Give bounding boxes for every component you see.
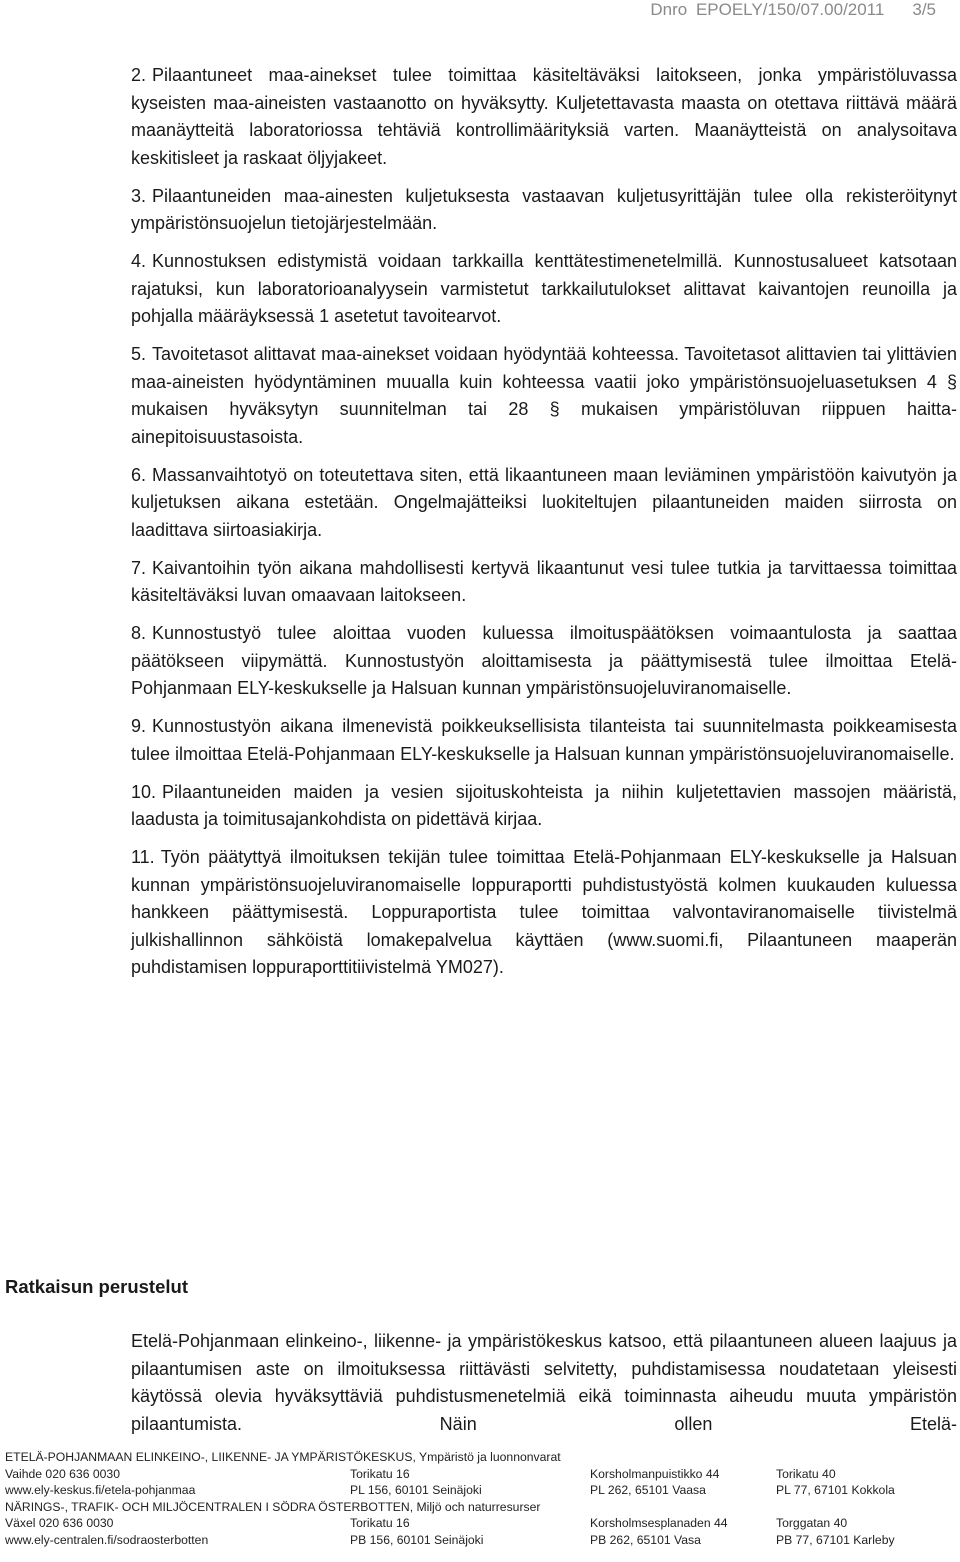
item-text: Pilaantuneiden maa-ainesten kuljetuksesta vastaavan kuljetusyrittäjän tulee olla rekisteröitynyt ympäristönsuojelun tietojärjestelmään. [131, 185, 957, 233]
list-item [131, 341, 957, 451]
item-text: Kunnostustyön aikana ilmenevistä poikkeuksellisista tilanteista tai suunnitelmasta poikkeamisesta tulee ilmoittaa Etelä-Pohjanmaan ELY-keskukselle ja Halsuan kunnan ympäristönsuojeluviranomaiselle. [131, 716, 957, 764]
postal-karleby: PB 77, 67101 Karleby [776, 1532, 895, 1547]
footer-org-sv [5, 1499, 955, 1516]
item-text: Pilaantuneiden maiden ja vesien sijoituskohteista ja niihin kuljetettavien massojen määristä, laadusta ja toimitusajankohdista on pidettävä kirjaa. [131, 781, 957, 829]
phone: Vaihde 020 636 0030 [5, 1466, 120, 1481]
diary-number: Dnro EPOELY/150/07.00/2011 [650, 0, 885, 19]
item-number: 9. [131, 716, 147, 736]
footer-org-fi [5, 1449, 955, 1466]
list-item [131, 779, 957, 834]
phone: Växel 020 636 0030 [5, 1516, 114, 1531]
postal-kokkola: PL 77, 67101 Kokkola [776, 1483, 895, 1498]
list-item [131, 248, 957, 331]
list-item [131, 844, 957, 982]
item-text: Tavoitetasot alittavat maa-ainekset voidaan hyödyntää kohteessa. Tavoitetasot alittavien tai ylittävien maa-aineisten hyödyntäminen muualla kuin kohteessa vaatii joko ympäristönsuojeluasetuksen 4 § mukaisen hyväksytyn suunnitelman tai 28 § mukaisen ympäristöluvan riippuen haitta-ainepitoisuustasoista. [131, 344, 957, 447]
footer-row [5, 1515, 955, 1532]
website-link[interactable]: www.ely-centralen.fi/sodraosterbotten [5, 1532, 209, 1547]
item-text: Kunnostustyö tulee aloittaa vuoden kuluessa ilmoituspäätöksen voimaantulosta ja saattaa päätökseen viipymättä. Kunnostustyön aloittamisesta ja päättymisestä tulee ilmoittaa Etelä-Pohjanmaan ELY-keskukselle ja Halsuan kunnan ympäristönsuojeluviranomaiselle. [131, 623, 957, 698]
address-seinajoki: Torikatu 16 [350, 1466, 410, 1481]
list-item [131, 555, 957, 610]
postal-vasa: PB 262, 65101 Vasa [590, 1532, 701, 1547]
item-number: 2. [131, 65, 147, 85]
address-vaasa: Korsholmanpuistikko 44 [590, 1466, 720, 1481]
item-number: 4. [131, 251, 147, 271]
list-item [131, 62, 957, 172]
address-kokkola: Torikatu 40 [776, 1466, 836, 1481]
footer-row [5, 1482, 955, 1499]
list-item [131, 713, 957, 768]
address-vasa: Korsholmsesplanaden 44 [590, 1516, 728, 1531]
org-name-fi: ETELÄ-POHJANMAAN ELINKEINO-, LIIKENNE- JA YMPÄRISTÖKESKUS, Ympäristö ja luonnonvarat [5, 1450, 561, 1464]
address-karleby: Torggatan 40 [776, 1516, 848, 1531]
item-number: 3. [131, 185, 147, 206]
list-item [131, 183, 957, 238]
conditions-list [131, 62, 957, 992]
postal-seinajoki: PL 156, 60101 Seinäjoki [350, 1483, 482, 1498]
section-heading: Ratkaisun perustelut [5, 1276, 188, 1297]
item-text: Työn päätyttyä ilmoituksen tekijän tulee toimittaa Etelä-Pohjanmaan ELY-keskukselle ja Halsuan kunnan ympäristönsuojeluviranomaiselle loppuraportti puhdistustyöstä kolmen kuukauden kuluessa hankkeen päättymisestä. Loppuraportista tulee toimittaa valvontaviranomaiselle tiivistelmä julkishallinnon sähköistä lomakepalvelua käyttäen (www.suomi.fi, Pilaantuneen maaperän puhdistamisen loppuraporttitiivistelmä YM027). [131, 847, 957, 977]
item-text: Massanvaihtotyö on toteutettava siten, että likaantuneen maan leviäminen ympäristöön kaivutyön ja kuljetuksen aikana estetään. Ongelmajätteiksi luokiteltujen pilaantuneiden maiden siirrosta on laadittava siirtoasiakirja. [131, 464, 957, 540]
postal-seinajoki: PB 156, 60101 Seinäjoki [350, 1532, 484, 1547]
item-number: 11. [131, 847, 155, 867]
item-text: Kunnostuksen edistymistä voidaan tarkkailla kenttätestimenetelmillä. Kunnostusalueet katsotaan rajatuksi, kun laboratorioanalyysein varmistetut tarkkailutulokset alittavat kaivantojen reunoilla ja pohjalla määräyksessä 1 asetetut tavoitearvot. [131, 251, 957, 326]
address-seinajoki: Torikatu 16 [350, 1516, 410, 1531]
document-reference [650, 0, 936, 20]
item-number: 7. [131, 557, 147, 578]
page-footer [5, 1449, 955, 1549]
list-item [131, 620, 957, 703]
org-name-sv: NÄRINGS-, TRAFIK- OCH MILJÖCENTRALEN I SÖDRA ÖSTERBOTTEN, Miljö och naturresurser [5, 1499, 541, 1514]
page-number: 3/5 [912, 0, 936, 19]
website-link[interactable]: www.ely-keskus.fi/etela-pohjanmaa [5, 1483, 196, 1498]
postal-vaasa: PL 262, 65101 Vaasa [590, 1483, 706, 1498]
item-number: 5. [131, 344, 147, 364]
item-number: 8. [131, 623, 147, 643]
section-body: Etelä-Pohjanmaan elinkeino-, liikenne- ja ympäristökeskus katsoo, että pilaantuneen alueen laajuus ja pilaantumisen aste on ilmoituksessa riittävästi selvitetty, puhdistamisessa noudatetaan yleisesti käytössä olevia hyväksyttäviä puhdistusmenetelmiä eikä toiminnasta aiheudu muuta ympäristön pilaantumista. Näin ollen Etelä- [131, 1331, 957, 1434]
item-number: 6. [131, 464, 147, 485]
item-text: Kaivantoihin työn aikana mahdollisesti kertyvä likaantunut vesi tulee tutkia ja tarvittaessa toimittaa käsiteltäväksi luvan omaavaan laitokseen. [131, 557, 957, 605]
item-text: Pilaantuneet maa-ainekset tulee toimittaa käsiteltäväksi laitokseen, jonka ympäristöluvassa kyseisten maa-aineisten vastaanotto on hyväksytty. Kuljetettavasta maasta on otettava riittävä määrä maanäytteitä laboratoriossa tehtäviä kontrollimäärityksiä varten. Maanäytteistä on analysoitava keskitisleet ja raskaat öljyjakeet. [131, 65, 957, 168]
footer-row [5, 1532, 955, 1549]
item-number: 10. [131, 781, 157, 802]
list-item [131, 462, 957, 545]
footer-row [5, 1466, 955, 1483]
